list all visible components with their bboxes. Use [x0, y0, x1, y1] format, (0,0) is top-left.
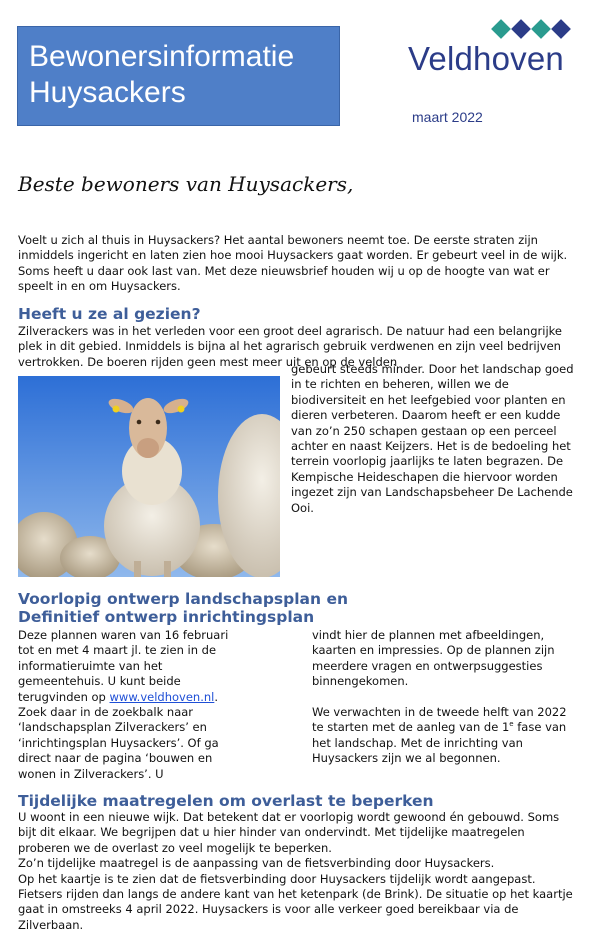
banner-title-line2: Huysackers [29, 76, 186, 109]
plannen-left-column [18, 628, 246, 782]
gezien-paragraph-right: gebeurt steeds minder. Door het landschap goed in te richten en beheren, willen we de biodiversiteit en het leefgebied voor planten en dieren verbeteren. Daarom heeft er een kudde van zo’n 250 schapen gestaan op een perceel achter en naast Keijzers. Het is de bedoeling het terrein voorlopig jaarlijks te laten begrazen. De Kempische Heideschapen die hiervoor worden ingezet zijn van Landschapsbeheer De Lachende Ooi. [291, 362, 574, 515]
plannen-left-text2: . Zoek daar in de zoekbalk naar ‘landschapsplan Zilverackers’ en ‘inrichtingsplan Huysackers’. Of ga direct naar de pagina ‘bouwen en wonen in Zilverackers’. U [18, 689, 219, 781]
banner-title-line1: Bewonersinformatie [29, 40, 295, 73]
plannen-heading-line1: Voorlopig ontwerp landschapsplan en [18, 590, 348, 608]
logo-text: Veldhoven [408, 40, 564, 77]
section-heading-gezien: Heeft u ze al gezien? [18, 305, 201, 323]
plannen-right-para2 [312, 705, 574, 767]
plannen-right-para2-a: We verwachten in de tweede helft van 2022 te starten met de aanleg van de 1 [312, 705, 567, 735]
issue-date: maart 2022 [412, 109, 483, 125]
section-heading-plannen [18, 590, 418, 626]
maatregelen-body [18, 810, 578, 933]
veldhoven-website-link[interactable]: www.veldhoven.nl [109, 689, 215, 704]
veldhoven-logo [408, 18, 578, 76]
plannen-right-para2-b: fase van het landschap. Met de inrichting van Huysackers zijn we al begonnen. [312, 720, 567, 766]
gezien-paragraph-top: Zilverackers was in het verleden voor een groot deel agrarisch. De natuur had een belangrijke plek in dit gebied. Inmiddels is bijna al het agrarisch gebruik verdwenen en zijn veel bedrijven vertrokken. De boeren rijden geen mest meer uit en op de velden [18, 324, 562, 369]
greeting: Beste bewoners van Huysackers, [18, 172, 354, 196]
plannen-right-column [312, 628, 574, 767]
section-heading-maatregelen: Tijdelijke maatregelen om overlast te beperken [18, 792, 434, 810]
plannen-left-text1: Deze plannen waren van 16 februari tot en met 4 maart jl. te zien in de informatieruimte van het gemeentehuis. U kunt beide terugvinden op [18, 628, 229, 704]
intro-paragraph: Voelt u zich al thuis in Huysackers? Het aantal bewoners neemt toe. De eerste straten zijn inmiddels ingericht en laten zien hoe mooi Huysackers gaat worden. Er gebeurt veel in de wijk. Soms heeft u daar ook last van. Met deze nieuwsbrief houden wij u op de hoogte van wat er speelt in en om Huysackers. [18, 233, 568, 294]
plannen-heading-line2: Definitief ontwerp inrichtingsplan [18, 608, 315, 626]
sheep-photo [18, 376, 280, 577]
maatregelen-para1: U woont in een nieuwe wijk. Dat betekent dat er voorlopig wordt gewoond én gebouwd. Soms bijt dit elkaar. We begrijpen dat u hier hinder van ondervindt. Met tijdelijke maatregelen proberen we de overlast zo veel mogelijk te beperken. [18, 810, 560, 855]
maatregelen-para3: Op het kaartje is te zien dat de fietsverbinding door Huysackers tijdelijk wordt aangepast. Fietsers rijden dan langs de andere kant van het ketenpark (de Brink). De situatie op het kaartje gaat in omstreeks 4 april 2022. Huysackers is voor alle verkeer goed bereikbaar via de Zilverbaan. [18, 871, 573, 932]
logo-diamonds-icon [490, 18, 580, 40]
header-banner [17, 26, 340, 126]
ordinal-suffix: e [509, 720, 514, 729]
plannen-right-para1: vindt hier de plannen met afbeeldingen, kaarten en impressies. Op de plannen zijn meerdere vragen en ontwerpsuggesties binnengekomen. [312, 628, 555, 689]
maatregelen-para2: Zo’n tijdelijke maatregel is de aanpassing van de fietsverbinding door Huysackers. [18, 856, 495, 871]
